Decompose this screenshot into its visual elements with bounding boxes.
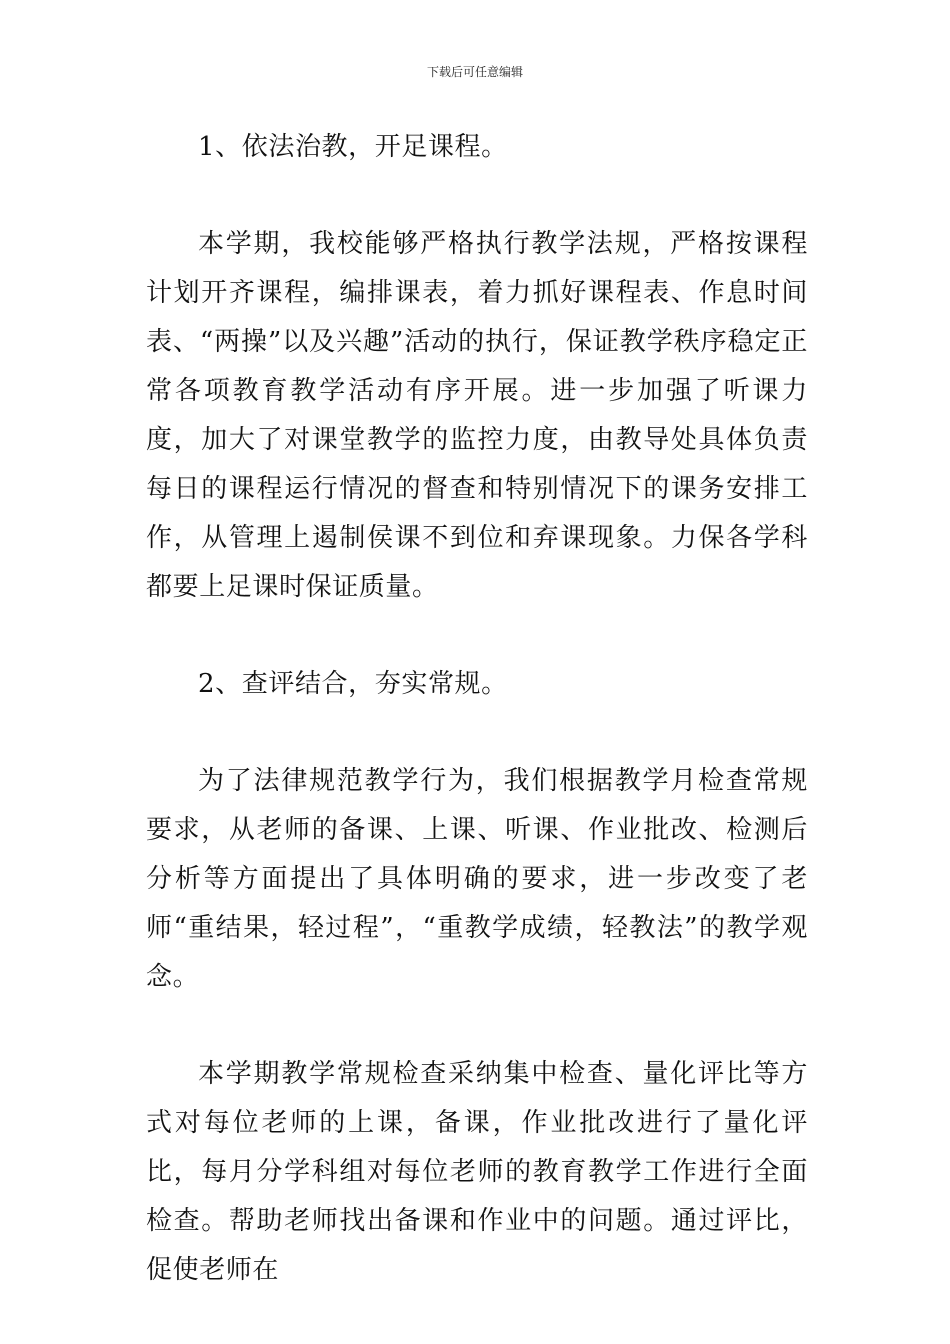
paragraph-teaching-norms: 为了法律规范教学行为，我们根据教学月检查常规要求，从老师的备课、上课、听课、作业批改、检测后分析等方面提出了具体明确的要求，进一步改变了老师“重结果，轻过程”，“重教学成绩，轻教法”的教学观念。 [146, 766, 808, 992]
page-header-note: 下载后可任意编辑 [426, 65, 523, 79]
paragraph-course-management: 本学期，我校能够严格执行教学法规，严格按课程计划开齐课程，编排课表，着力抓好课程表、作息时间表、“两操”以及兴趣”活动的执行，保证教学秩序稳定正常各项教育教学活动有序开展。进一步加强了听课力度，加大了对课堂教学的监控力度，由教导处具体负责每日的课程运行情况的督查和特别情况下的课务安排工作，从管理上遏制侯课不到位和弃课现象。力保各学科都要上足课时保证质量。 [146, 229, 808, 602]
paragraph-routine-inspection: 本学期教学常规检查采纳集中检查、量化评比等方式对每位老师的上课，备课，作业批改进行了量化评比，每月分学科组对每位老师的教育教学工作进行全面检查。帮助老师找出备课和作业中的问题。通过评比，促使老师在 [146, 1059, 808, 1285]
section-heading-1: 1、依法治教，开足课程。 [198, 132, 508, 162]
document-body [146, 123, 808, 1343]
section-heading-2: 2、查评结合，夯实常规。 [198, 669, 508, 699]
